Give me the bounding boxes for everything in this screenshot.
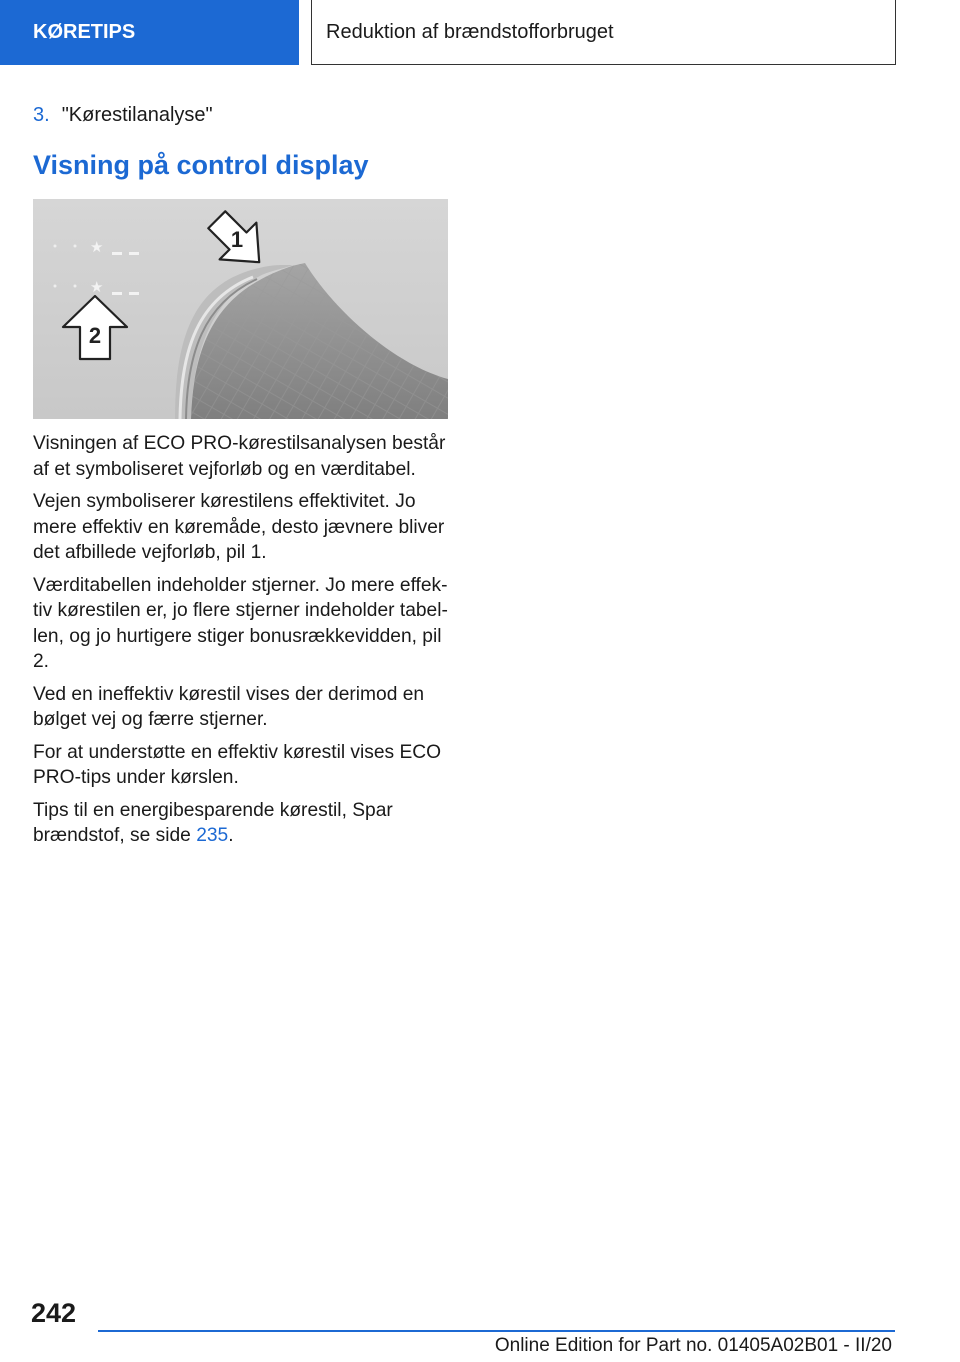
paragraph: Vejen symboliserer kørestilens effektivitet. Jo mere effektiv en køremåde, desto jævnere bliver det afbillede vejforløb, pil 1.: [33, 491, 445, 563]
paragraph: Visningen af ECO PRO-kørestilsanalysen består af et symboliseret vejforløb og en værditabel.: [33, 433, 446, 480]
step-number: 3.: [33, 104, 50, 126]
step-text: "Kørestilanalyse": [61, 104, 213, 126]
star-icon: ★: [90, 238, 104, 256]
paragraph: For at understøtte en effektiv kørestil vises ECO PRO-tips under kørslen.: [33, 741, 442, 788]
section-heading: Visning på control display: [33, 150, 369, 180]
illustration-svg: [33, 199, 448, 419]
eco-pro-display-illustration: [33, 199, 448, 419]
page-reference-link[interactable]: 235: [196, 825, 229, 846]
body-text: [33, 431, 451, 856]
page-number: 242: [31, 1298, 77, 1328]
header-section-tab: [0, 0, 299, 65]
header-section-label: KØRETIPS: [33, 21, 136, 43]
header-chapter-title: [311, 0, 896, 65]
paragraph-end: .: [228, 825, 234, 846]
paragraph-with-link: [33, 798, 451, 849]
arrow-2-label: 2: [88, 323, 102, 348]
star-icon: ★: [90, 278, 104, 296]
footer-divider: [98, 1330, 895, 1332]
paragraph: Ved en ineffektiv kørestil vises der derimod en bølget vej og færre stjerner.: [33, 683, 425, 730]
arrow-1-label: 1: [230, 227, 244, 252]
paragraph: Værditabellen indeholder stjerner. Jo mere effektiv kørestilen er, jo flere stjerner indeholder tabellen, og jo hurtigere stiger bonusrækkevidden, pil 2.: [33, 574, 448, 672]
step-item: [33, 104, 213, 127]
footer-edition: Online Edition for Part no. 01405A02B01 - II/20: [494, 1335, 892, 1356]
header-title-label: Reduktion af brændstofforbruget: [326, 20, 614, 43]
paragraph-text: Tips til en energibesparende kørestil, Spar brændstof, se side: [33, 799, 393, 846]
